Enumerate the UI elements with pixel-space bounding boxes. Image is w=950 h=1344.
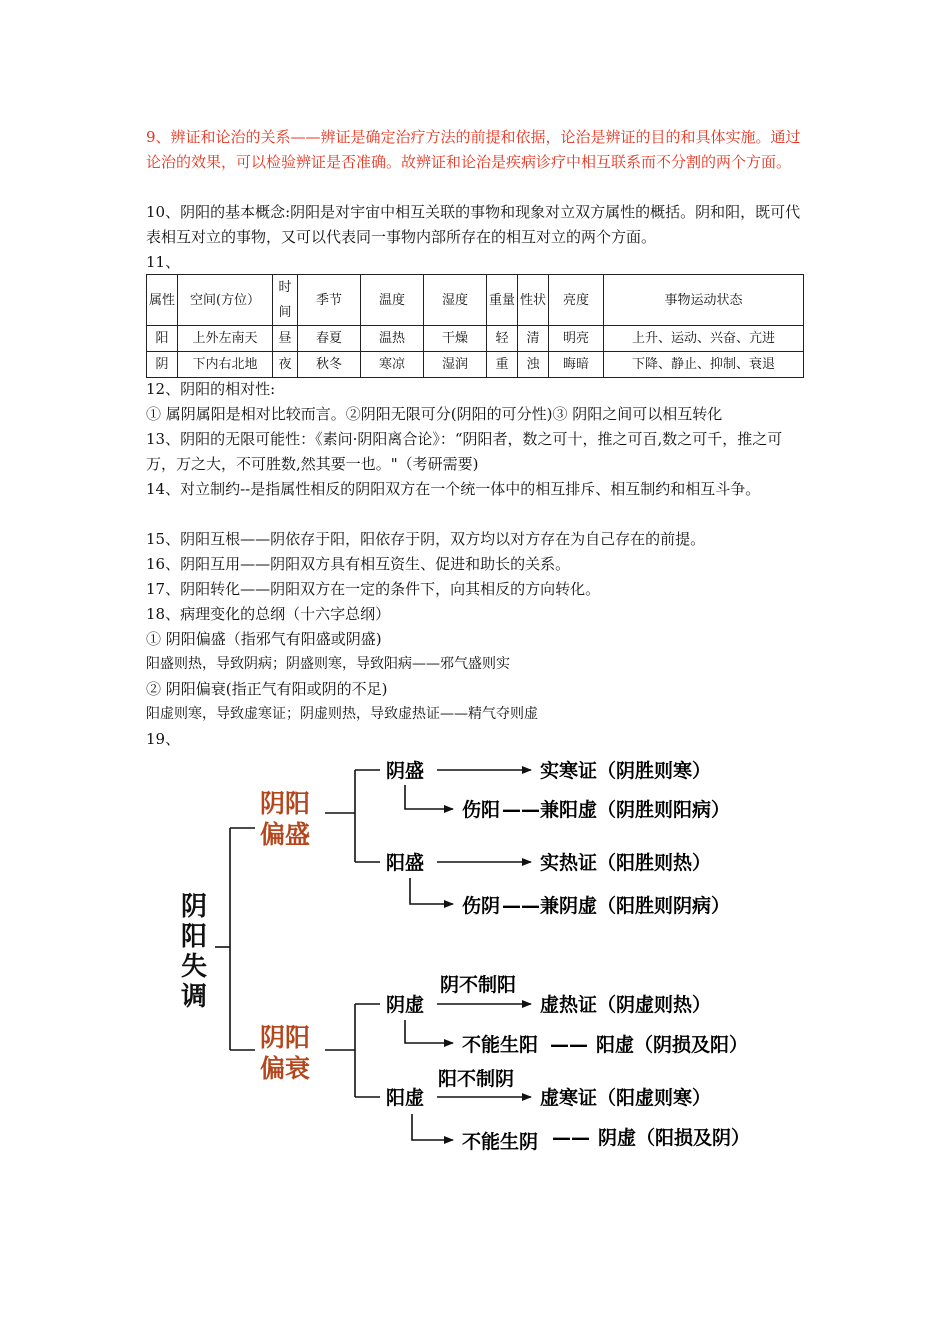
table-cell: 秋冬 (298, 352, 361, 378)
table-header-cell: 温度 (361, 275, 424, 326)
table-row (147, 352, 804, 378)
diagram-yin-excess-harm: 伤阳 (462, 799, 501, 821)
table-cell: 春夏 (298, 326, 361, 352)
para-17: 17、阴阳转化——阴阳双方在一定的条件下，向其相反的方向转化。 (146, 580, 601, 598)
para-18-item-1: ① 阴阳偏盛（指邪气有阳盛或阴盛) (146, 630, 382, 648)
diagram-category-deficiency: 偏衰 (260, 1054, 311, 1083)
table-cell: 明亮 (549, 326, 604, 352)
table-cell: 晦暗 (549, 352, 604, 378)
diagram-yang-def-cannot-result: 阴虚（阳损及阴） (598, 1127, 751, 1149)
diagram-dash: —— (552, 1127, 590, 1149)
table-header-cell: 事物运动状态 (604, 275, 804, 326)
diagram-root-char: 阴 (181, 892, 208, 922)
para-9: 9、辨证和论治的关系——辨证是确定治疗方法的前提和依据，论治是辨证的目的和具体实施。通过论治的效果，可以检验辨证是否准确。故辨证和论治是疾病诊疗中相互联系而不分割的两个方面。 (146, 128, 801, 171)
diagram-yin-def-condition: 阴不制阳 (440, 974, 517, 996)
table-cell: 清 (518, 326, 549, 352)
para-11: 11、 (146, 253, 181, 271)
table-row (147, 326, 804, 352)
table-header-row (147, 275, 804, 326)
diagram-yin-def: 阴虚 (386, 994, 425, 1016)
yin-yang-attribute-table (146, 274, 804, 378)
para-18-item-2-detail: 阳虚则寒，导致虚寒证；阴虚则热，导致虚热证——精气夺则虚 (146, 706, 538, 722)
diagram-yang-excess-harm: 伤阴 (462, 895, 501, 917)
table-header-cell: 属性 (147, 275, 178, 326)
diagram-yang-def-cannot: 不能生阴 (462, 1131, 539, 1153)
table-header-cell: 时间 (273, 275, 298, 326)
table-cell: 阴 (147, 352, 178, 378)
table-cell: 夜 (273, 352, 298, 378)
table-header-cell: 重量 (487, 275, 518, 326)
para-15: 15、阴阳互根——阴依存于阳，阳依存于阴，双方均以对方存在为自己存在的前提。 (146, 530, 706, 548)
table-header-cell: 空间(方位） (178, 275, 273, 326)
para-19: 19、 (146, 730, 181, 748)
diagram-category-deficiency: 阴阳 (260, 1023, 311, 1052)
diagram-category-excess: 阴阳 (260, 789, 311, 818)
diagram-dash: —— (550, 1034, 588, 1056)
table-cell: 上外左南天 (178, 326, 273, 352)
diagram-yin-def-cannot-result: 阳虚（阴损及阳） (596, 1034, 749, 1056)
table-cell: 温热 (361, 326, 424, 352)
table-cell: 昼 (273, 326, 298, 352)
table-cell: 干燥 (424, 326, 487, 352)
para-12-detail: ① 属阴属阳是相对比较而言。②阴阳无限可分(阴阳的可分性)③ 阴阳之间可以相互转化 (146, 405, 723, 423)
diagram-yin-def-result: 虚热证（阴虚则热） (540, 994, 712, 1016)
diagram-dash: —— (502, 895, 540, 917)
table-cell: 阳 (147, 326, 178, 352)
para-10: 10、阴阳的基本概念:阴阳是对宇宙中相互关联的事物和现象对立双方属性的概括。阴和阳，既可代表相互对立的事物，又可以代表同一事物内部所存在的相互对立的两个方面。 (146, 203, 801, 246)
table-header-cell: 湿度 (424, 275, 487, 326)
diagram-yang-excess: 阳盛 (386, 852, 425, 874)
diagram-yang-def-result: 虚寒证（阳虚则寒） (540, 1087, 712, 1109)
table-cell: 浊 (518, 352, 549, 378)
para-18-item-2: ② 阴阳偏衰(指正气有阳或阴的不足) (146, 680, 388, 698)
diagram-dash: —— (502, 799, 540, 821)
table-cell: 湿润 (424, 352, 487, 378)
table-cell: 下内右北地 (178, 352, 273, 378)
diagram-category-excess: 偏盛 (260, 820, 311, 849)
table-cell: 重 (487, 352, 518, 378)
diagram-root-char: 阳 (181, 922, 208, 952)
para-18-item-1-detail: 阳盛则热，导致阴病；阴盛则寒，导致阳病——邪气盛则实 (146, 656, 510, 672)
para-14: 14、对立制约--是指属性相反的阴阳双方在一个统一体中的相互排斥、相互制约和相互斗争。 (146, 480, 761, 498)
table-cell: 轻 (487, 326, 518, 352)
para-13: 13、阴阳的无限可能性：《素问·阴阳离合论》：“阴阳者，数之可十，推之可百,数之可千，推之可万，万之大，不可胜数,然其要一也。"（考研需要) (146, 430, 783, 473)
para-16: 16、阴阳互用——阴阳双方具有相互资生、促进和助长的关系。 (146, 555, 571, 573)
table-header-cell: 性状 (518, 275, 549, 326)
diagram-yin-excess-result: 实寒证（阴胜则寒） (540, 760, 712, 782)
diagram-yin-excess-harm-result: 兼阳虚（阴胜则阳病） (540, 799, 731, 821)
table-cell: 寒凉 (361, 352, 424, 378)
yin-yang-imbalance-diagram (0, 740, 950, 1160)
diagram-yang-def-condition: 阳不制阴 (438, 1068, 515, 1090)
table-cell: 下降、静止、抑制、衰退 (604, 352, 804, 378)
table-cell: 上升、运动、兴奋、亢进 (604, 326, 804, 352)
diagram-root-char: 失 (181, 952, 208, 982)
diagram-yin-def-cannot: 不能生阳 (462, 1034, 539, 1056)
diagram-yang-excess-harm-result: 兼阴虚（阳胜则阴病） (540, 895, 731, 917)
diagram-yang-def: 阳虚 (386, 1087, 425, 1109)
para-12: 12、阴阳的相对性: (146, 380, 276, 398)
diagram-yin-excess: 阴盛 (386, 760, 425, 782)
table-header-cell: 亮度 (549, 275, 604, 326)
table-header-cell: 季节 (298, 275, 361, 326)
para-18: 18、病理变化的总纲（十六字总纲） (146, 605, 391, 623)
diagram-yang-excess-result: 实热证（阳胜则热） (540, 852, 712, 874)
diagram-root-char: 调 (181, 982, 208, 1012)
